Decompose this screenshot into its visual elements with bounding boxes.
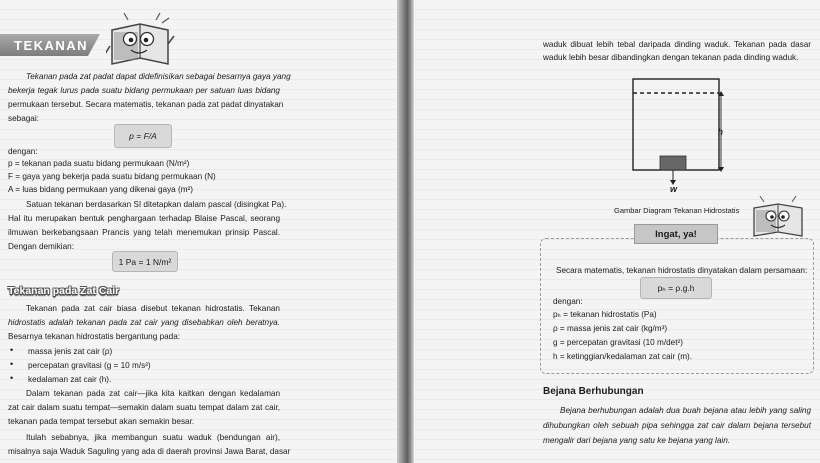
bullet-item: kedalaman zat cair (h). [28,375,112,384]
bullet-icon: • [10,345,14,355]
book-mascot-small-icon [750,196,806,242]
depth-line: zat cair dalam suatu tempat—semakin dalam suatu tempat dalam zat cair, [8,403,280,412]
callout-intro: Secara matematis, tekanan hidrostatis dinyatakan dalam persamaan: [556,266,808,275]
definition-h: h = ketinggian/kedalaman zat cair (m). [553,352,693,361]
formula-pascal: 1 Pa = 1 N/m² [118,256,172,267]
intro-line: sebagai: [8,114,39,123]
bejana-line: mengalir dari bejana yang satu ke bejana yang lain. [543,436,731,445]
definition-a: A = luas bidang permukaan yang dikenai gaya (m²) [8,185,194,194]
bejana-line: dihubungkan oleh sebuah pipa sehingga zat cair dalam bejana tersebut [543,421,811,430]
depth-line: Dalam tekanan pada zat cair—jika kita kaitkan dengan kedalaman [26,389,280,398]
right-top-line: waduk lebih besar dibandingkan dengan tekanan pada dinding waduk. [543,53,799,62]
si-line: ilmuwan berkebangsaan Prancis yang telah menemukan prinsip Pascal. [8,228,280,237]
depth-line: misalnya saja Waduk Saguling yang ada di daerah provinsi Jawa Barat, dasar [8,447,291,456]
dengan-label: dengan: [8,147,38,156]
callout-tab: Ingat, ya! [634,224,718,244]
si-line: Satuan tekanan berdasarkan SI ditetapkan dalam pascal (disingkat Pa). [26,200,287,209]
si-line: Dengan demikian: [8,242,74,251]
definition-f: F = gaya yang bekerja pada suatu bidang permukaan (N) [8,172,216,181]
book-mascot-icon [106,12,176,70]
intro-line: bekerja tegak lurus pada suatu bidang permukaan per satuan luas bidang [8,86,280,95]
section-heading-zat-cair: Tekanan pada Zat Cair [8,285,120,297]
depth-line: Itulah sebabnya, jika membangun suatu waduk (bendungan air), [26,433,280,442]
definition-p: p = tekanan pada suatu bidang permukaan (N/m²) [8,159,190,168]
diagram-w-label: w [670,184,678,194]
formula-box-hydrostatic [640,277,712,299]
intro-line: Tekanan pada zat padat dapat didefinisikan sebagai besarnya gaya yang [26,72,291,81]
bullet-icon: • [10,359,14,369]
diagram-h-label: h [718,127,724,137]
definition-rho: ρ = massa jenis zat cair (kg/m³) [553,324,668,333]
depth-line: tekanan pada tempat tersebut akan semakin besar. [8,417,195,426]
book-gutter [397,0,414,463]
bullet-icon: • [10,373,14,383]
cair-line: hidrostatis adalah tekanan pada zat cair yang disebabkan oleh beratnya. [8,318,280,327]
formula-box-pressure [114,124,172,148]
formula-box-pascal [112,251,178,272]
bullet-item: massa jenis zat cair (ρ) [28,347,113,356]
formula-hydrostatic: pₕ = ρ.g.h [657,282,695,293]
bejana-line: Bejana berhubungan adalah dua buah bejana atau lebih yang saling [560,406,811,415]
diagram-caption: Gambar Diagram Tekanan Hidrostatis [614,206,740,215]
right-top-line: waduk dibuat lebih tebal daripada dinding waduk. Tekanan pada dasar [543,40,811,49]
bullet-item: percepatan gravitasi (g = 10 m/s²) [28,361,151,370]
chapter-title: TEKANAN [14,38,89,53]
intro-line: permukaan tersebut. Secara matematis, tekanan pada zat padat dinyatakan [8,100,284,109]
si-line: Hal itu merupakan bentuk penghargaan terhadap Blaise Pascal, seorang [8,214,280,223]
bejana-heading: Bejana Berhubungan [543,386,644,397]
left-page [0,0,397,463]
definition-ph: pₕ = tekanan hidrostatis (Pa) [553,310,657,319]
cair-line: Tekanan pada zat cair biasa disebut tekanan hidrostatis. Tekanan [26,304,280,313]
cair-line: Besarnya tekanan hidrostatis bergantung pada: [8,332,181,341]
definition-g: g = percepatan gravitasi (10 m/det²) [553,338,683,347]
callout-dengan-label: dengan: [553,297,583,306]
formula-pressure: p = F/A [129,131,157,141]
